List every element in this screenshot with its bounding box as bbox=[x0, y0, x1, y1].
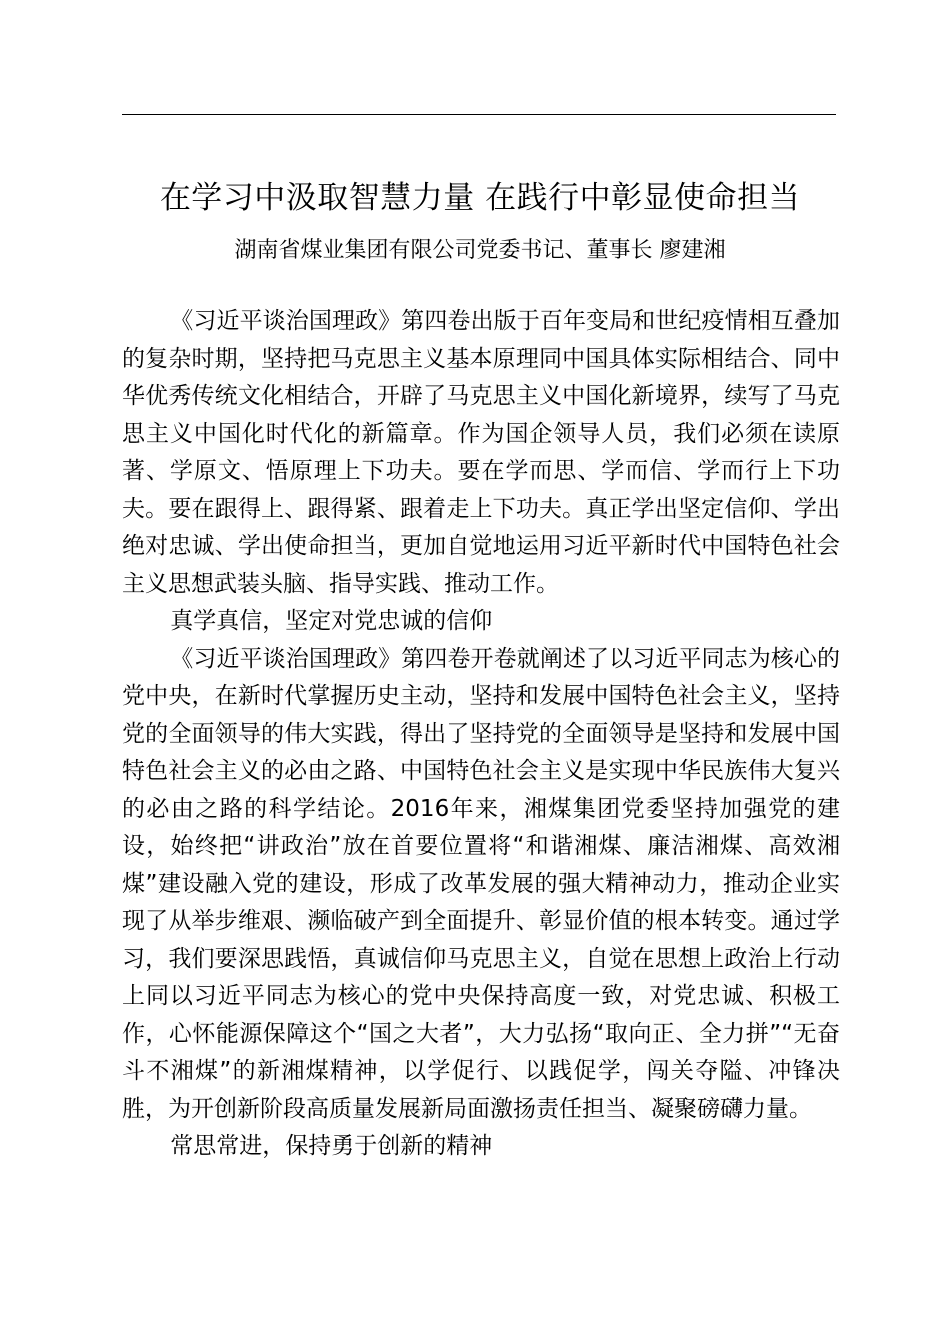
article-title: 在学习中汲取智慧力量 在践行中彰显使命担当 bbox=[159, 180, 801, 216]
author-byline: 湖南省煤业集团有限公司党委书记、董事长 廖建湘 bbox=[234, 238, 726, 263]
header-rule bbox=[122, 114, 836, 115]
section-heading-innovation: 常思常进，保持勇于创新的精神 bbox=[170, 1133, 493, 1159]
paragraph-intro: 《习近平谈治国理政》第四卷出版于百年变局和世纪疫情相互叠加的复杂时期，坚持把马克思主义基本原理同中国具体实际相结合、同中华优秀传统文化相结合，开辟了马克思主义中国化新境界，续写了马克思主义中国化时代化的新篇章。作为国企领导人员，我们必须在读原著、学原文、悟原理上下功夫。要在学而思、学而信、学而行上下功夫。要在跟得上、跟得紧、跟着走上下功夫。真正学出坚定信仰、学出绝对忠诚、学出使命担当，更加自觉地运用习近平新时代中国特色社会主义思想武装头脑、指导实践、推动工作。 bbox=[122, 308, 840, 597]
section-heading-faith: 真学真信，坚定对党忠诚的信仰 bbox=[170, 608, 493, 634]
paragraph-faith: 《习近平谈治国理政》第四卷开卷就阐述了以习近平同志为核心的党中央，在新时代掌握历史主动，坚持和发展中国特色社会主义，坚持党的全面领导的伟大实践，得出了坚持党的全面领导是坚持和发展中国特色社会主义的必由之路、中国特色社会主义是实现中华民族伟大复兴的必由之路的科学结论。2016年来，湘煤集团党委坚持加强党的建设，始终把“讲政治”放在首要位置将“和谐湘煤、廉洁湘煤、高效湘煤”建设融入党的建设，形成了改革发展的强大精神动力，推动企业实现了从举步维艰、濒临破产到全面提升、彰显价值的根本转变。通过学习，我们要深思践悟，真诚信仰马克思主义，自觉在思想上政治上行动上同以习近平同志为核心的党中央保持高度一致，对党忠诚、积极工作，心怀能源保障这个“国之大者”，大力弘扬“取向正、全力拼”“无奋斗不湘煤”的新湘煤精神，以学促行、以践促学，闯关夺隘、冲锋决胜，为开创新阶段高质量发展新局面激扬责任担当、凝聚磅礴力量。 bbox=[122, 645, 840, 1122]
article-body bbox=[122, 303, 840, 1166]
